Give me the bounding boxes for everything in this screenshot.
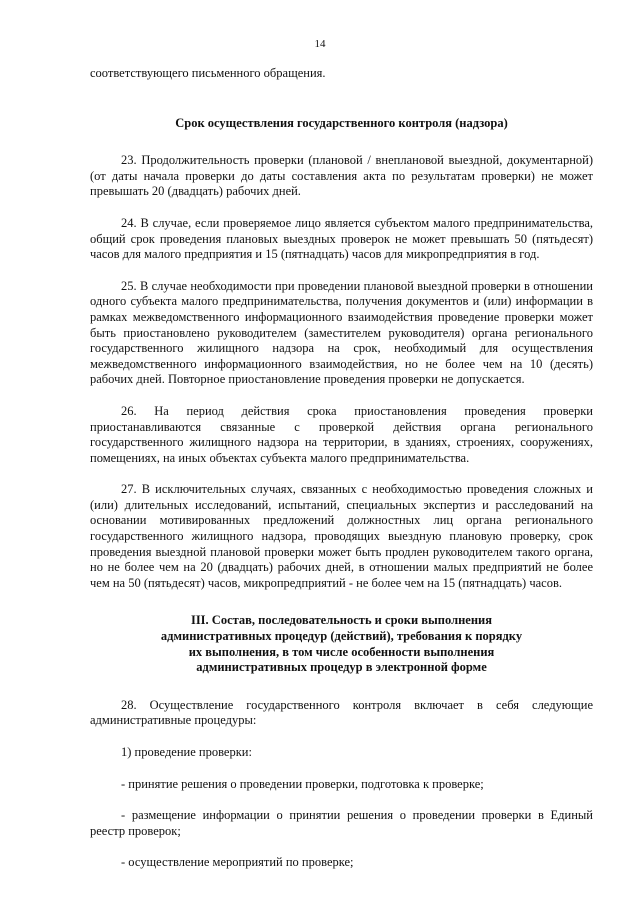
- paragraph-24: 24. В случае, если проверяемое лицо является субъектом малого предпринимательства, общий срок проведения плановых выездных проверок не может превышать 50 (пятьдесят) часов для малого предприятия и 15 (пятнадцать) часов для микропредприятия в год.: [90, 215, 593, 262]
- paragraph-28: 28. Осуществление государственного контроля включает в себя следующие административные процедуры:: [90, 697, 593, 728]
- paragraph-26: 26. На период действия срока приостановления проведения проверки приостанавливаются связанные с проверкой действия органа регионального государственного жилищного надзора на территории, в зданиях, строениях, сооружениях, помещениях, на иных объектах субъекта малого предпринимательства.: [90, 403, 593, 465]
- chapter-heading-line: административных процедур (действий), требования к порядку: [160, 629, 523, 644]
- document-body: [90, 66, 593, 871]
- chapter-heading: [90, 613, 593, 675]
- list-item: 1) проведение проверки:: [121, 745, 252, 759]
- list-item: - размещение информации о принятии решения о проведении проверки в Единый реестр проверок;: [90, 808, 593, 838]
- section-heading: Срок осуществления государственного контроля (надзора): [175, 115, 508, 130]
- list-item: - принятие решения о проведении проверки, подготовка к проверке;: [121, 776, 484, 791]
- paragraph-27: 27. В исключительных случаях, связанных с необходимостью проведения сложных и (или) длительных исследований, испытаний, специальных экспертиз и расследований на основании мотивированных предложений должностных лиц органа регионального государственного жилищного надзора, проводящих выездную плановую проверку, срок проведения выездной плановой проверки может быть продлен руководителем такого органа, но не более чем на 20 (двадцать) рабочих дней, в отношении малых предприятий не более чем на 50 (пятьдесят) часов, микропредприятий - не более чем на 15 (пятнадцать) часов.: [90, 482, 593, 590]
- chapter-heading-line: их выполнения, в том числе особенности выполнения: [188, 644, 495, 659]
- chapter-heading-line: административных процедур в электронной форме: [196, 660, 487, 675]
- paragraph-25: 25. В случае необходимости при проведении плановой выездной проверки в отношении одного субъекта малого предпринимательства, получения документов и (или) информации в рамках межведомственного информационного взаимодействия проведение проверки может быть приостановлено руководителем (заместителем руководителя) органа регионального государственного жилищного надзора на срок, необходимый для осуществления межведомственного информационного взаимодействия, но не более чем на 10 (десять) рабочих дней. Повторное приостановление проведения проверки не допускается.: [90, 278, 593, 387]
- page-number: 14: [314, 38, 326, 50]
- list-item: - осуществление мероприятий по проверке;: [121, 855, 354, 870]
- paragraph-23: 23. Продолжительность проверки (плановой / внеплановой выездной, документарной) (от даты начала проверки до даты составления акта по результатам проверки) не может превышать 20 (двадцать) рабочих дней.: [90, 153, 593, 199]
- continuation-text: соответствующего письменного обращения.: [90, 66, 326, 80]
- chapter-heading-line: III. Состав, последовательность и сроки выполнения: [190, 613, 493, 628]
